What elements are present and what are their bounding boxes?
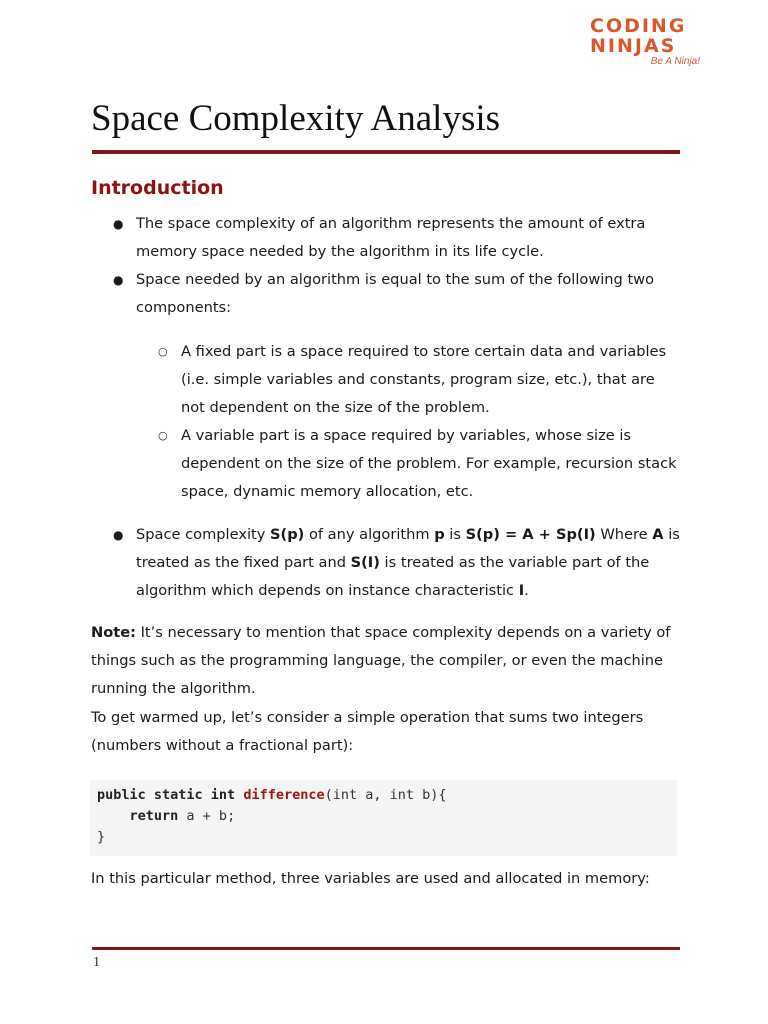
bullet-marker: ● (113, 273, 124, 287)
note-paragraph: Note: It’s necessary to mention that space complexity depends on a variety of things such as the programming language, the compiler, or even the machine running the algorithm. (91, 624, 671, 697)
bullet-marker: ● (113, 528, 124, 542)
note-label: Note: (91, 624, 136, 641)
sub-list-item: A variable part is a space required by variables, whose size is dependent on the size of the problem. For example, recursion stack space, dynamic memory allocation, etc. (181, 427, 677, 500)
code-line: } (97, 829, 106, 845)
code-block (90, 780, 677, 856)
page-title: Space Complexity Analysis (91, 98, 501, 139)
list-item: The space complexity of an algorithm represents the amount of extra memory space needed by the algorithm in its life cycle. (136, 215, 646, 260)
section-heading-introduction: Introduction (91, 177, 224, 199)
coding-ninjas-logo (586, 14, 706, 72)
code-line: return a + b; (129, 808, 236, 824)
title-divider (92, 150, 680, 154)
list-item: Space complexity S(p) of any algorithm p is S(p) = A + Sp(I) Where A is treated as the fixed part and S(I) is treated as the variable part of the algorithm which depends on instance characteristic I. (136, 526, 680, 599)
logo-tagline: Be A Ninja! (650, 56, 700, 67)
sub-list-item: A fixed part is a space required to store certain data and variables (i.e. simple variables and constants, program size, etc.), that are not dependent on the size of the problem. (181, 343, 667, 416)
logo-text-line2: NINJAS (590, 35, 677, 57)
footer-divider (92, 947, 680, 950)
warmup-paragraph: To get warmed up, let’s consider a simple operation that sums two integers (numbers without a fractional part): (91, 709, 644, 754)
sub-bullet-marker: ○ (158, 429, 168, 442)
sub-bullet-marker: ○ (158, 345, 168, 358)
page-number: 1 (93, 955, 100, 970)
code-line: public static int difference(int a, int b){ (97, 787, 447, 803)
bullet-marker: ● (113, 217, 124, 231)
closing-paragraph: In this particular method, three variables are used and allocated in memory: (91, 870, 650, 887)
logo-text-line1: CODING (590, 15, 687, 37)
list-item: Space needed by an algorithm is equal to the sum of the following two components: (136, 271, 655, 316)
